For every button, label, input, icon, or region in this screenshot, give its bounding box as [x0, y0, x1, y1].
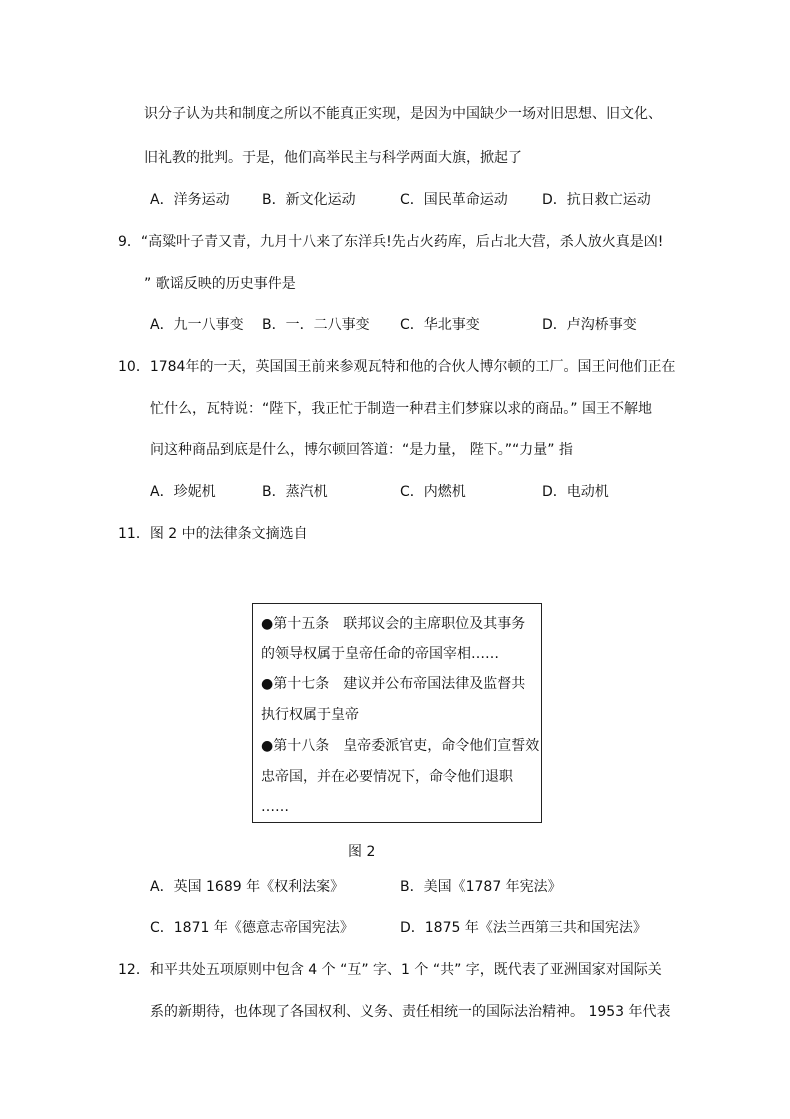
q9-option-a: A．九一八事变 — [150, 317, 244, 333]
q9-stem-line-2: ” 歌谣反映的历史事件是 — [144, 276, 296, 292]
figure-line: …… — [261, 799, 289, 815]
q12-stem-line-2: 系的新期待，也体现了各国权利、义务、责任相统一的国际法治精神。 1953 年代表 — [150, 1004, 671, 1020]
q11-option-c: C．1871 年《德意志帝国宪法》 — [150, 920, 354, 936]
q8-option-a: A．洋务运动 — [150, 192, 230, 208]
q10-option-d: D．电动机 — [542, 484, 609, 500]
q8-option-c: C．国民革命运动 — [400, 192, 508, 208]
q12-stem-line-1: 12．和平共处五项原则中包含 4 个 “互” 字、1 个 “共” 字，既代表了亚洲国家对国际关 — [118, 962, 662, 978]
q10-stem-line-1: 10．1784年的一天，英国国王前来参观瓦特和他的合伙人博尔顿的工厂。国王问他们正在 — [118, 359, 676, 375]
q10-option-a: A．珍妮机 — [150, 484, 216, 500]
q11-option-b: B．美国《1787 年宪法》 — [400, 879, 562, 895]
q10-option-c: C．内燃机 — [400, 484, 466, 500]
q9-option-c: C．华北事变 — [400, 317, 480, 333]
q9-option-b: B．一．二八事变 — [262, 317, 370, 333]
q11-stem-line-1: 11．图 2 中的法律条文摘选自 — [118, 526, 308, 542]
q10-option-b: B．蒸汽机 — [262, 484, 328, 500]
figure-line: ●第十八条 皇帝委派官吏，命令他们宣誓效 — [261, 738, 540, 754]
q8-option-b: B．新文化运动 — [262, 192, 356, 208]
figure-line: ●第十七条 建议并公布帝国法律及监督共 — [261, 676, 526, 692]
figure-line: 执行权属于皇帝 — [261, 707, 359, 723]
q11-option-a: A．英国 1689 年《权利法案》 — [150, 879, 345, 895]
figure-line: ●第十五条 联邦议会的主席职位及其事务 — [261, 616, 526, 632]
q11-option-d: D．1875 年《法兰西第三共和国宪法》 — [400, 920, 647, 936]
figure-line: 忠帝国，并在必要情况下，命令他们退职 — [261, 769, 513, 785]
q10-stem-line-3: 问这种商品到底是什么，博尔顿回答道：“是力量， 陛下。”“力量” 指 — [150, 442, 573, 458]
q9-option-d: D．卢沟桥事变 — [542, 317, 637, 333]
q9-stem-line-1: 9．“高粱叶子青又青，九月十八来了东洋兵!先占火药库，后占北大营，杀人放火真是凶! — [118, 234, 664, 250]
figure-line: 的领导权属于皇帝任命的帝国宰相…… — [261, 646, 499, 662]
q8-stem-line-2: 旧礼教的批判。于是，他们高举民主与科学两面大旗，掀起了 — [144, 150, 522, 166]
figure-2-box — [252, 603, 542, 823]
figure-2-caption: 图 2 — [348, 844, 376, 860]
q8-stem-line-1: 识分子认为共和制度之所以不能真正实现，是因为中国缺少一场对旧思想、旧文化、 — [144, 106, 662, 122]
q10-stem-line-2: 忙什么，瓦特说：“陛下，我正忙于制造一种君主们梦寐以求的商品。” 国王不解地 — [150, 401, 652, 417]
q8-option-d: D．抗日救亡运动 — [542, 192, 651, 208]
